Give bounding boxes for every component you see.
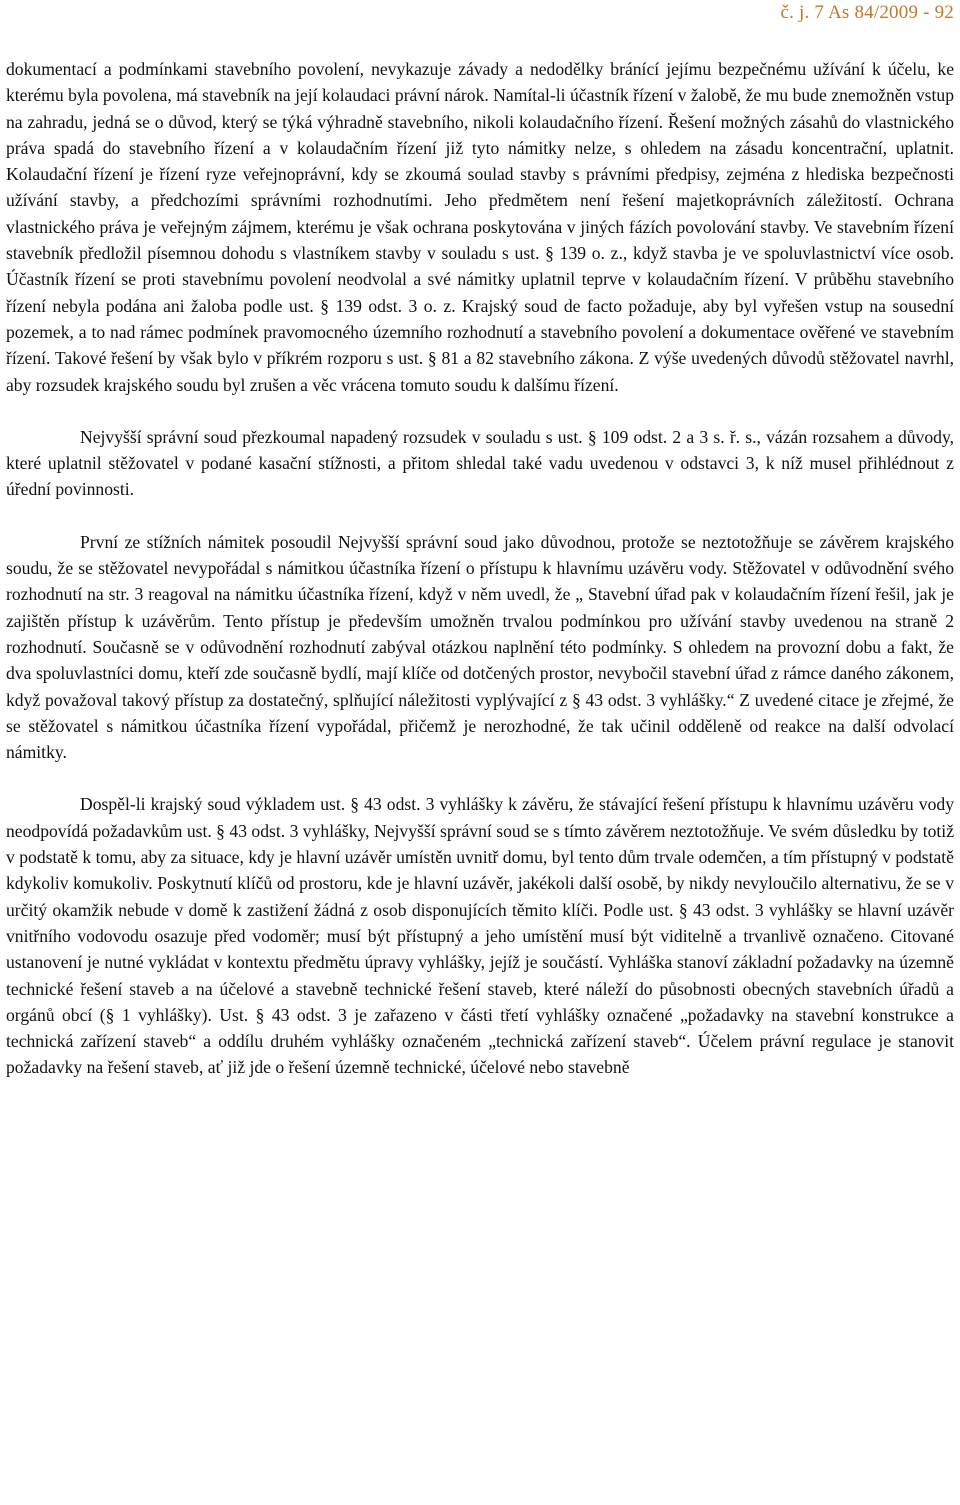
document-body [6, 56, 954, 1081]
case-number-header: č. j. 7 As 84/2009 - 92 [780, 2, 954, 23]
paragraph-continuation: dokumentací a podmínkami stavebního povolení, nevykazuje závady a nedodělky bránící jejímu bezpečnému užívání k účelu, ke kterému byla povolena, má stavebník na její kolaudaci právní nárok. Namítal-li účastník řízení v žalobě, že mu bude znemožněn vstup na zahradu, jedná se o důvod, který se týká výhradně stavebního, nikoli kolaudačního řízení. Řešení možných zásahů do vlastnického práva spadá do stavebního řízení a v kolaudačním řízení již tyto námitky nelze, s ohledem na zásadu koncentrační, uplatnit. Kolaudační řízení je řízení ryze veřejnoprávní, kdy se zkoumá soulad stavby s právními předpisy, zejména z hlediska bezpečnosti užívání stavby, a předchozími správními rozhodnutími. Jeho předmětem není řešení majetkoprávních záležitostí. Ochrana vlastnického práva je veřejným zájmem, kterému je však ochrana poskytována v jiných fázích povolování stavby. Ve stavebním řízení stavebník předložil písemnou dohodu s vlastníkem stavby v souladu s ust. § 139 o. z., když stavba je ve spoluvlastnictví více osob. Účastník řízení se proti stavebnímu povolení neodvolal a své námitky uplatnil teprve v kolaudačním řízení. V průběhu stavebního řízení nebyla podána ani žaloba podle ust. § 139 odst. 3 o. z. Krajský soud de facto požaduje, aby byl vyřešen vstup na sousední pozemek, a to nad rámec podmínek pravomocného územního rozhodnutí a stavebního povolení a dokumentace ověřené ve stavebním řízení. Takové řešení by však bylo v příkrém rozporu s ust. § 81 a 82 stavebního zákona. Z výše uvedených důvodů stěžovatel navrhl, aby rozsudek krajského soudu byl zrušen a věc vrácena tomuto soudu k dalšímu řízení. [6, 59, 954, 395]
paragraph-first-objection: První ze stížních námitek posoudil Nejvyšší správní soud jako důvodnou, protože se neztotožňuje se závěrem krajského soudu, že se stěžovatel nevypořádal s námitkou účastníka řízení o přístupu k hlavnímu uzávěru vody. Stěžovatel v odůvodnění svého rozhodnutí na str. 3 reagoval na námitku účastníka řízení, když v něm uvedl, že „ Stavební úřad pak v kolaudačním řízení řešil, jak je zajištěn přístup k uzávěrům. Tento přístup je především umožněn trvalou podmínkou pro užívání stavby uvedenou na straně 2 rozhodnutí. Současně se v odůvodnění rozhodnutí zabýval otázkou naplnění této podmínky. S ohledem na provozní dobu a fakt, že dva spoluvlastníci domu, kteří zde současně bydlí, mají klíče od dotčených prostor, nevybočil stavební úřad z rámce daného zákonem, když považoval takový přístup za dostatečný, splňující náležitosti vyplývající z § 43 odst. 3 vyhlášky.“ Z uvedené citace je zřejmé, že se stěžovatel s námitkou účastníka řízení vypořádal, přičemž je nerozhodné, že tak učinil odděleně od reakce na další odvolací námitky. [6, 531, 954, 763]
paragraph-regional-court-interpretation: Dospěl-li krajský soud výkladem ust. § 43 odst. 3 vyhlášky k závěru, že stávající řešení přístupu k hlavnímu uzávěru vody neodpovídá požadavkům ust. § 43 odst. 3 vyhlášky, Nejvyšší správní soud se s tímto závěrem neztotožňuje. Ve svém důsledku by totiž v podstatě k tomu, aby za situace, kdy je hlavní uzávěr umístěn uvnitř domu, byl tento dům trvale odemčen, a tím přístupný v podstatě kdykoliv komukoliv. Poskytnutí klíčů od prostoru, kde je hlavní uzávěr, jakékoli další osobě, by nikdy nevyloučilo alternativu, že se v určitý okamžik nebude v domě k zastižení žádná z osob disponujících těmito klíči. Podle ust. § 43 odst. 3 vyhlášky se hlavní uzávěr vnitřního vodovodu osazuje před vodoměr; musí být přístupný a jeho umístění musí být viditelně a trvanlivě označeno. Citované ustanovení je nutné vykládat v kontextu předmětu úpravy vyhlášky, jejíž je součástí. Vyhláška stanoví základní požadavky na územně technické řešení staveb a na účelové a stavebně technické řešení staveb, které náleží do působnosti obecných stavebních úřadů a orgánů obcí (§ 1 vyhlášky). Ust. § 43 odst. 3 je zařazeno v části třetí vyhlášky označené „požadavky na stavební konstrukce a technická zařízení staveb“ a oddílu druhém vyhlášky označeném „technická zařízení staveb“. Účelem právní regulace je stanovit požadavky na řešení staveb, ať již jde o řešení územně technické, účelové nebo stavebně [6, 794, 954, 1078]
paragraph-review-scope: Nejvyšší správní soud přezkoumal napadený rozsudek v souladu s ust. § 109 odst. 2 a 3 s. ř. s., vázán rozsahem a důvody, které uplatnil stěžovatel v podané kasační stížnosti, a přitom shledal také vadu uvedenou v odstavci 3, k níž musel přihlédnout z úřední povinnosti. [6, 426, 954, 500]
